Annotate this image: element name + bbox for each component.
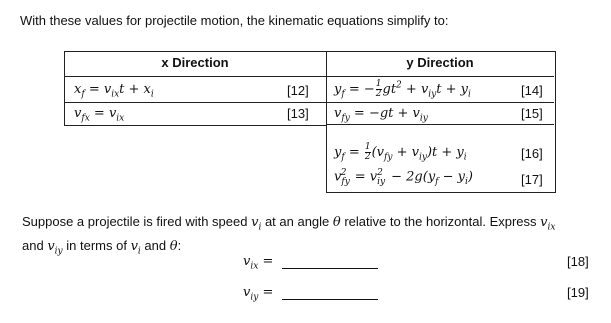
row1-divider-y [326, 102, 554, 103]
header-y-label: y Direction [406, 55, 474, 70]
answer-viy-label: $v_{iy}$ = [243, 285, 274, 303]
header-divider [64, 76, 554, 77]
header-x-label: x Direction [161, 55, 229, 70]
eq-17-number: [17] [521, 172, 543, 187]
eq-15: $v_{fy} = -gt + v_{iy}$ [334, 106, 428, 124]
eq-14: $y_f$ = − $\frac{1}{2}$ $gt^2 + v_{iy}t + y_i$ [334, 79, 471, 100]
eq-16-number: [16] [521, 146, 543, 161]
row2-divider-y [326, 124, 554, 125]
question-text: Suppose a projectile is fired with speed $v_i$ at an angle θ relative to the horizontal. Express $v_{ix}$ and $v_{iy}$ in terms of $v_i$ and θ: [22, 214, 556, 257]
row1-divider-x [64, 102, 326, 103]
eq-15-number: [15] [521, 106, 543, 121]
eq-13-number: [13] [287, 106, 309, 121]
eq-17: $v_{fy}^2 = v_{iy}^2 - 2g(y_f - y_i)$ [334, 168, 473, 187]
eq-12: $x_f = v_{ix}t + x_i$ [74, 82, 154, 100]
header-y-direction [326, 55, 554, 70]
eq-13: $v_{fx} = v_{ix}$ [74, 106, 125, 124]
intro-text: With these values for projectile motion, the kinematic equations simplify to: [20, 13, 449, 28]
answer-viy-blank[interactable] [282, 299, 378, 300]
answer-vix-label: $v_{ix}$ = [243, 254, 274, 272]
answer-vix-blank[interactable] [282, 268, 378, 269]
eq-16: $y_f$ = $\frac{1}{2}$ $(v_{fy} + v_{iy})t + y_i$ [334, 142, 467, 163]
answer-viy-ref: [19] [567, 285, 589, 300]
eq-12-number: [12] [287, 83, 309, 98]
header-x-direction [64, 55, 326, 70]
eq-14-number: [14] [521, 83, 543, 98]
answer-vix-ref: [18] [567, 254, 589, 269]
